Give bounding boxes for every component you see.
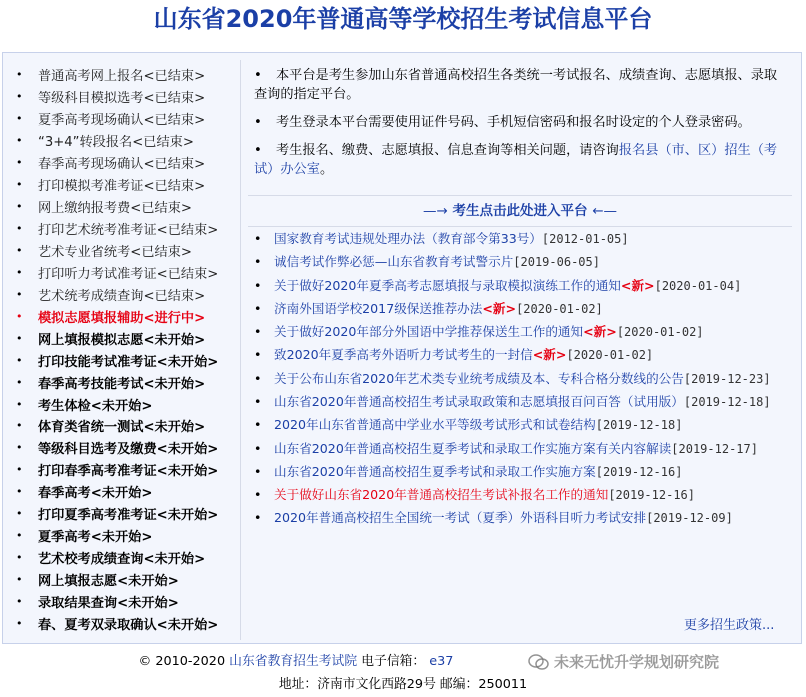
enter-platform-link[interactable]	[248, 199, 792, 223]
bullet-icon: •	[254, 277, 262, 293]
news-date: [2019-12-23]	[683, 371, 771, 386]
sidebar-item[interactable]	[14, 349, 240, 371]
sidebar-item[interactable]	[14, 481, 240, 503]
news-item[interactable]	[254, 323, 784, 342]
news-item[interactable]	[254, 253, 784, 272]
news-item[interactable]	[254, 346, 784, 365]
bullet-icon: •	[16, 441, 23, 455]
new-badge: <新>	[482, 300, 517, 316]
sidebar-item-label: 夏季高考现场确认<已结束>	[38, 113, 206, 129]
sidebar-item-label: 网上填报志愿<未开始>	[38, 574, 179, 590]
bullet-icon: •	[16, 200, 23, 214]
news-item[interactable]	[254, 486, 784, 505]
news-title[interactable]: 关于做好山东省2020年普通高校招生考试补报名工作的通知	[274, 487, 609, 503]
sidebar-item[interactable]	[14, 305, 240, 327]
sidebar-item-label: 打印夏季高考准考证<未开始>	[38, 508, 219, 524]
bullet-icon: •	[16, 573, 23, 587]
bullet-icon: •	[254, 347, 262, 363]
copyright-text: © 2010-2020	[138, 654, 226, 669]
watermark	[528, 651, 719, 672]
new-badge: <新>	[583, 324, 617, 340]
sidebar-item[interactable]	[14, 152, 240, 174]
bullet-icon: •	[254, 231, 262, 246]
sidebar-item[interactable]	[14, 174, 240, 196]
sidebar-item-label: 体育类省统一测试<未开始>	[38, 420, 206, 436]
news-title[interactable]: 山东省2020年普通高校招生夏季考试和录取工作实施方案	[274, 463, 596, 479]
news-date: [2012-01-05]	[541, 232, 629, 246]
sidebar-item[interactable]	[14, 612, 240, 634]
sidebar-item-label: 打印听力考试准考证<已结束>	[38, 266, 219, 282]
new-badge: <新>	[620, 277, 655, 293]
sidebar-item-label: 打印模拟考准考证<已结束>	[38, 179, 206, 195]
sidebar-item-label: 网上缴纳报考费<已结束>	[38, 201, 192, 217]
bullet-icon: •	[16, 507, 23, 521]
site-title: 山东省2020年普通高等学校招生考试信息平台	[153, 5, 653, 33]
intro-paragraph	[254, 141, 784, 179]
sidebar-item[interactable]	[14, 525, 240, 547]
sidebar-item-label: 等级科目模拟选考<已结束>	[38, 91, 206, 107]
bullet-icon: •	[254, 143, 262, 158]
sidebar-item[interactable]	[14, 415, 240, 437]
news-item[interactable]	[254, 440, 784, 459]
news-title[interactable]: 诚信考试作弊必惩—山东省教育考试警示片	[274, 254, 514, 270]
org-link[interactable]: 山东省教育招生考试院	[229, 654, 358, 669]
bullet-icon: •	[254, 393, 262, 409]
news-title[interactable]: 2020年普通高校招生全国统一考试（夏季）外语科目听力考试安排	[274, 510, 647, 526]
bullet-icon: •	[254, 440, 262, 456]
intro-text: 。	[319, 162, 334, 177]
bullet-icon: •	[16, 397, 23, 411]
sidebar-item-label: 春季高考<未开始>	[38, 486, 153, 502]
bullet-icon: •	[16, 616, 23, 630]
bullet-icon: •	[16, 243, 23, 257]
news-title[interactable]: 关于公布山东省2020年艺术类专业统考成绩及本、专科合格分数线的公告	[274, 370, 684, 386]
news-item[interactable]	[254, 370, 784, 389]
arrow-left-icon: ←—	[592, 203, 618, 219]
sidebar-item[interactable]	[14, 503, 240, 525]
email-link[interactable]: e37	[429, 654, 454, 669]
sidebar-item-label: 艺术校考成绩查询<未开始>	[38, 552, 206, 568]
arrow-right-icon: —→	[422, 203, 448, 219]
sidebar-item[interactable]	[14, 327, 240, 349]
county-office-link[interactable]: 报名县（市、区）招生（考试）办公室	[254, 143, 778, 177]
bullet-icon: •	[16, 331, 23, 345]
bullet-icon: •	[16, 90, 23, 104]
sidebar-item-label: 考生体检<未开始>	[38, 398, 153, 414]
sidebar-item[interactable]	[14, 64, 240, 86]
bullet-icon: •	[254, 417, 262, 433]
bullet-icon: •	[16, 68, 23, 82]
sidebar-item-label: 春季高考现场确认<已结束>	[38, 157, 206, 173]
sidebar-item[interactable]	[14, 283, 240, 305]
intro-text: 考生登录本平台需要使用证件号码、手机短信密码和报名时设定的个人登录密码。	[276, 115, 751, 130]
bullet-icon: •	[254, 324, 262, 340]
intro-text: 考生报名、缴费、志愿填报、信息查询等相关问题，请咨询	[276, 143, 619, 158]
news-title[interactable]: 2020年山东省普通高中学业水平等级考试形式和试卷结构	[274, 417, 596, 433]
sidebar-item[interactable]	[14, 86, 240, 108]
news-item[interactable]	[254, 393, 784, 412]
intro-section	[254, 66, 784, 188]
bullet-icon: •	[16, 156, 23, 170]
sidebar-item[interactable]	[14, 130, 240, 152]
news-title[interactable]: 国家教育考试违规处理办法（教育部令第33号）	[274, 231, 542, 246]
bullet-icon: •	[16, 134, 23, 148]
sidebar-item[interactable]	[14, 196, 240, 218]
news-title[interactable]: 致2020年夏季高考外语听力考试考生的一封信	[274, 347, 533, 363]
bullet-icon: •	[16, 463, 23, 477]
bullet-icon: •	[254, 254, 262, 270]
news-item[interactable]	[254, 463, 784, 482]
news-date: [2020-01-02]	[616, 325, 704, 340]
bullet-icon: •	[16, 112, 23, 126]
sidebar-item-label: 打印艺术统考准考证<已结束>	[38, 223, 219, 239]
news-date: [2019-12-18]	[595, 418, 683, 433]
news-title[interactable]: 济南外国语学校2017级保送推荐办法	[274, 300, 483, 316]
column-divider	[240, 60, 241, 640]
more-policies-link[interactable]: 更多招生政策...	[684, 618, 775, 633]
sidebar-item[interactable]	[14, 108, 240, 130]
news-list	[254, 230, 784, 533]
bullet-icon: •	[254, 510, 262, 526]
enter-platform-label: 考生点击此处进入平台	[452, 203, 588, 219]
news-date: [2019-12-17]	[671, 441, 758, 456]
bullet-icon: •	[16, 309, 23, 323]
bullet-icon: •	[254, 370, 262, 386]
news-title[interactable]: 关于做好2020年部分外国语中学推荐保送生工作的通知	[274, 324, 584, 340]
news-item[interactable]	[254, 300, 784, 319]
intro-paragraph	[254, 66, 784, 104]
news-title[interactable]: 山东省2020年普通高校招生考试录取政策和志愿填报百问百答（试用版）	[274, 393, 684, 409]
sidebar-item-label: 艺术专业省统考<已结束>	[38, 244, 192, 260]
sidebar-item[interactable]	[14, 261, 240, 283]
sidebar-item-label: “3+4”转段报名<已结束>	[38, 135, 194, 151]
sidebar-item[interactable]	[14, 437, 240, 459]
footer-address: 地址：济南市文化西路29号 邮编：250011	[278, 677, 528, 692]
bullet-icon: •	[16, 529, 23, 543]
progress-sidebar	[14, 64, 240, 634]
sidebar-item-label: 模拟志愿填报辅助<进行中>	[38, 310, 206, 326]
divider	[248, 195, 792, 196]
watermark-text: 未来无忧升学规划研究院	[554, 653, 720, 671]
intro-paragraph	[254, 113, 784, 132]
email-label: 电子信箱：	[361, 654, 426, 669]
sidebar-item[interactable]	[14, 591, 240, 613]
bullet-icon: •	[16, 287, 23, 301]
bullet-icon: •	[254, 463, 262, 479]
sidebar-item-label: 艺术统考成绩查询<已结束>	[38, 288, 206, 304]
bullet-icon: •	[16, 178, 23, 192]
sidebar-item[interactable]	[14, 371, 240, 393]
news-item[interactable]	[254, 416, 784, 435]
news-title[interactable]: 山东省2020年普通高校招生夏季考试和录取工作实施方案有关内容解读	[274, 440, 672, 456]
sidebar-item-label: 录取结果查询<未开始>	[38, 595, 179, 611]
bullet-icon: •	[16, 375, 23, 389]
sidebar-item[interactable]	[14, 218, 240, 240]
bullet-icon: •	[16, 353, 23, 367]
news-date: [2020-01-04]	[654, 278, 742, 293]
news-title[interactable]: 关于做好2020年夏季高考志愿填报与录取模拟演练工作的通知	[274, 277, 621, 293]
sidebar-item-label: 打印春季高考准考证<未开始>	[38, 464, 219, 480]
news-date: [2019-12-16]	[608, 488, 696, 503]
news-date: [2020-01-02]	[566, 348, 654, 363]
news-date: [2020-01-02]	[516, 301, 603, 316]
bullet-icon: •	[254, 487, 262, 503]
wechat-icon	[528, 653, 550, 671]
bullet-icon: •	[16, 485, 23, 499]
new-badge: <新>	[532, 347, 567, 363]
news-item[interactable]	[254, 509, 784, 528]
sidebar-item-label: 网上填报模拟志愿<未开始>	[38, 332, 206, 348]
bullet-icon: •	[254, 115, 262, 130]
news-item[interactable]	[254, 277, 784, 296]
divider	[248, 226, 792, 227]
bullet-icon: •	[16, 594, 23, 608]
intro-text: 本平台是考生参加山东省普通高校招生各类统一考试报名、成绩查询、志愿填报、录取查询的指定平台。	[254, 68, 778, 102]
bullet-icon: •	[16, 222, 23, 236]
news-item[interactable]	[254, 230, 784, 249]
news-date: [2019-12-18]	[683, 394, 771, 409]
bullet-icon: •	[16, 419, 23, 433]
news-date: [2019-06-05]	[513, 255, 600, 270]
sidebar-item-label: 打印技能考试准考证<未开始>	[38, 354, 219, 370]
sidebar-item[interactable]	[14, 459, 240, 481]
news-date: [2019-12-09]	[646, 511, 733, 526]
bullet-icon: •	[16, 551, 23, 565]
sidebar-item[interactable]	[14, 547, 240, 569]
sidebar-item[interactable]	[14, 569, 240, 591]
sidebar-item-label: 普通高考网上报名<已结束>	[38, 69, 206, 85]
bullet-icon: •	[254, 68, 262, 83]
sidebar-item-label: 夏季高考<未开始>	[38, 530, 153, 546]
sidebar-item[interactable]	[14, 240, 240, 262]
sidebar-item-label: 等级科目选考及缴费<未开始>	[38, 442, 219, 458]
bullet-icon: •	[254, 300, 262, 316]
sidebar-item-label: 春、夏考双录取确认<未开始>	[38, 617, 219, 633]
bullet-icon: •	[16, 265, 23, 279]
sidebar-item-label: 春季高考技能考试<未开始>	[38, 376, 206, 392]
sidebar-item[interactable]	[14, 393, 240, 415]
news-date: [2019-12-16]	[595, 464, 683, 479]
